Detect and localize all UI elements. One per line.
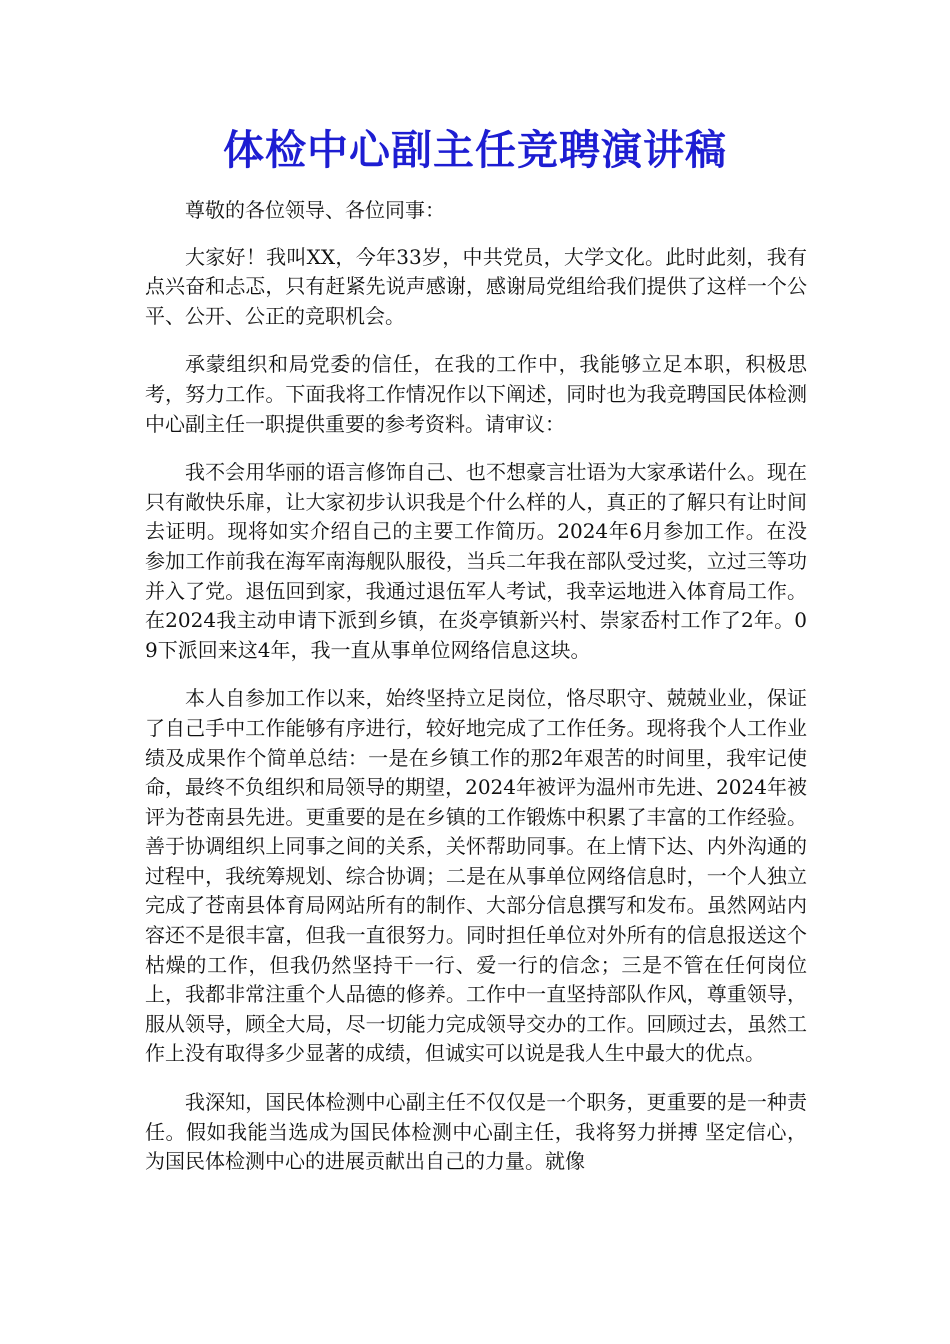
paragraph-achievements: 本人自参加工作以来，始终坚持立足岗位，恪尽职守、兢兢业业，保证了自己手中工作能够有序进行，较好地完成了工作任务。现将我个人工作业绩及成果作个简单总结：一是在乡镇工作的那2年艰苦的时间里，我牢记使命，最终不负组织和局领导的期望，2024年被评为温州市先进、2024年被评为苍南县先进。更重要的是在乡镇的工作锻炼中积累了丰富的工作经验。善于协调组织上同事之间的关系，关怀帮助同事。在上情下达、内外沟通的过程中，我统筹规划、综合协调；二是在从事单位网络信息时，一个人独立完成了苍南县体育局网站所有的制作、大部分信息撰写和发布。虽然网站内容还不是很丰富，但我一直很努力。同时担任单位对外所有的信息报送这个枯燥的工作，但我仍然坚持干一行、爱一行的信念；三是不管在任何岗位上，我都非常注重个人品德的修养。工作中一直坚持部队作风，尊重领导，服从领导，顾全大局，尽一切能力完成领导交办的工作。回顾过去，虽然工作上没有取得多少显著的成绩，但诚实可以说是我人生中最大的优点。 bbox=[145, 686, 807, 1066]
document-body bbox=[145, 196, 807, 1196]
paragraph-introduction: 大家好！我叫XX，今年33岁，中共党员，大学文化。此时此刻，我有点兴奋和忐忑，只有赶紧先说声感谢，感谢局党组给我们提供了这样一个公平、公开、公正的竞职机会。 bbox=[145, 244, 807, 328]
document-title: 体检中心副主任竞聘演讲稿 bbox=[223, 126, 727, 174]
paragraph-overview: 承蒙组织和局党委的信任，在我的工作中，我能够立足本职，积极思考，努力工作。下面我将工作情况作以下阐述，同时也为我竞聘国民体检测中心副主任一职提供重要的参考资料。请审议： bbox=[145, 352, 807, 436]
paragraph-resume: 我不会用华丽的语言修饰自己、也不想豪言壮语为大家承诺什么。现在只有敞快乐扉，让大家初步认识我是个什么样的人，真正的了解只有让时间去证明。现将如实介绍自己的主要工作简历。2024年6月参加工作。在没参加工作前我在海军南海舰队服役，当兵二年我在部队受过奖，立过三等功并入了党。退伍回到家，我通过退伍军人考试，我幸运地进入体育局工作。在2024我主动申请下派到乡镇，在炎亭镇新兴村、崇家岙村工作了2年。09下派回来这4年，我一直从事单位网络信息这块。 bbox=[145, 460, 807, 662]
salutation-paragraph: 尊敬的各位领导、各位同事： bbox=[185, 198, 445, 222]
paragraph-commitment: 我深知，国民体检测中心副主任不仅仅是一个职务，更重要的是一种责任。假如我能当选成为国民体检测中心副主任，我将努力拼搏 坚定信心，为国民体检测中心的进展贡献出自己的力量。就像 bbox=[145, 1090, 807, 1174]
